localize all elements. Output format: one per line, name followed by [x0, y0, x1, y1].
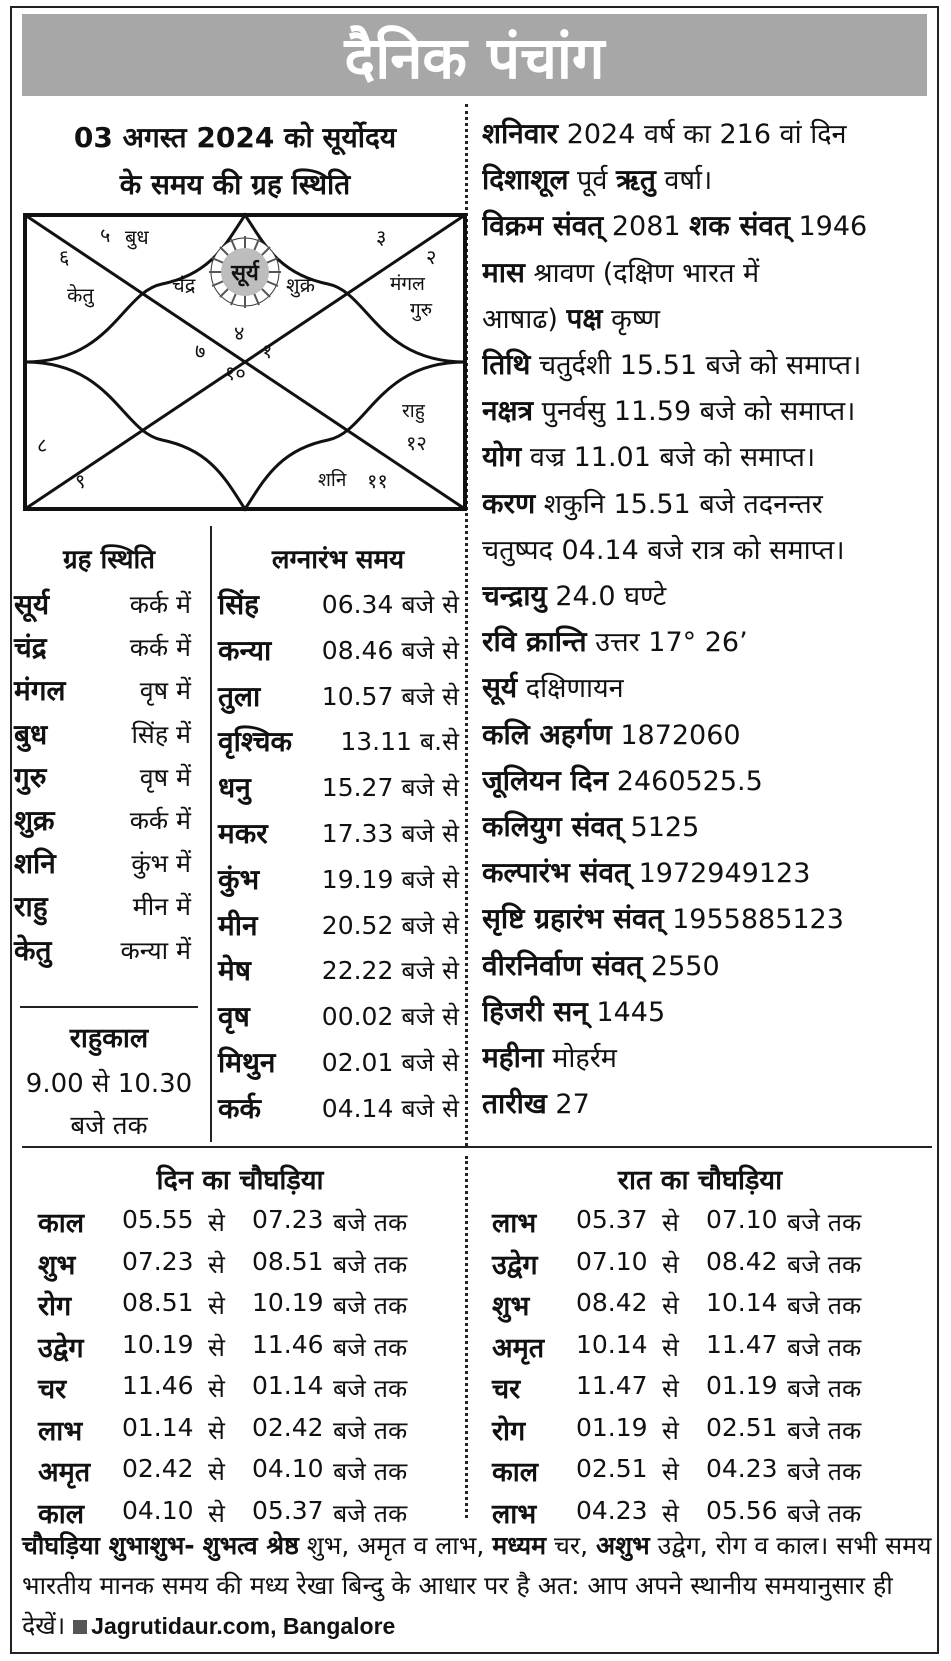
choghadiya-sep: से: [662, 1208, 679, 1237]
panchang-key: जूलियन दिन: [482, 763, 609, 797]
panchang-value: 1946: [789, 211, 868, 243]
choghadiya-to: 08.51: [252, 1246, 324, 1276]
panchang-key: तिथि: [482, 348, 531, 381]
panchang-key: महीना: [482, 1041, 544, 1074]
panchang-line: [482, 853, 937, 891]
choghadiya-name: लाभ: [492, 1208, 537, 1239]
chart-heading-2: के समय की ग्रह स्थिति: [119, 168, 351, 201]
choghadiya-suffix: बजे तक: [787, 1498, 862, 1528]
choghadiya-to: 07.23: [252, 1205, 324, 1234]
choghadiya-name: लाभ: [492, 1498, 537, 1530]
panchang-value: वर्षा।: [655, 165, 713, 197]
raat-choghadiya-title: रात का चौघड़िया: [617, 1165, 783, 1196]
choghadiya-sep: से: [662, 1291, 679, 1320]
grah-name: शुक्र: [14, 804, 55, 837]
grah-name: चंद्र: [14, 631, 47, 665]
choghadiya-from: 08.42: [576, 1288, 648, 1317]
choghadiya-sep: से: [208, 1291, 225, 1320]
choghadiya-name: अमृत: [492, 1332, 545, 1364]
panchang-value: 2024 वर्ष का 216 वां दिन: [558, 119, 847, 150]
choghadiya-from: 04.10: [122, 1495, 194, 1525]
choghadiya-from: 11.47: [576, 1371, 648, 1400]
lagna-time: 19.19 बजे से: [321, 864, 459, 894]
lagna-time: 06.34 बजे से: [321, 590, 459, 619]
grah-position: मीन में: [132, 892, 191, 922]
choghadiya-name: शुभ: [492, 1291, 530, 1322]
choghadiya-to: 04.10: [252, 1454, 324, 1483]
panchang-key: कलि अहर्गण: [482, 717, 612, 751]
choghadiya-from: 10.19: [122, 1329, 194, 1359]
grah-position: वृष में: [139, 676, 191, 706]
panchang-value: 2081: [603, 211, 690, 243]
choghadiya-from: 08.51: [122, 1288, 194, 1317]
choghadiya-sep: से: [662, 1332, 679, 1362]
panchang-value: आषाढ): [482, 303, 567, 335]
choghadiya-suffix: बजे तक: [333, 1374, 408, 1403]
choghadiya-name: रोग: [38, 1291, 72, 1322]
lagna-name: कन्या: [218, 633, 272, 667]
choghadiya-sep: से: [662, 1457, 679, 1486]
lagna-name: मीन: [218, 908, 258, 942]
footer-label: चौघड़िया शुभाशुभ-: [22, 1531, 195, 1560]
choghadiya-to: 10.14: [706, 1288, 778, 1317]
planet-shukra: शुक्र: [286, 273, 315, 297]
grah-name: राहु: [14, 890, 48, 924]
choghadiya-from: 10.14: [576, 1329, 648, 1359]
choghadiya-suffix: बजे तक: [333, 1415, 408, 1445]
lagna-time: 13.11 ब.से: [340, 727, 459, 757]
panchang-value: पूर्व: [568, 165, 616, 197]
lagna-time: 15.27 बजे से: [321, 773, 459, 803]
house-5: ५: [100, 223, 111, 247]
panchang-line: [482, 114, 937, 152]
choghadiya-suffix: बजे तक: [333, 1498, 408, 1528]
planet-chandra: चंद्र: [172, 273, 196, 297]
panchang-key: कलियुग संवत्: [482, 810, 622, 843]
choghadiya-sep: से: [208, 1249, 225, 1279]
grah-name: बुध: [14, 717, 48, 751]
choghadiya-sep: से: [208, 1498, 225, 1528]
panchang-value: चतुर्दशी 15.51 बजे को समाप्त।: [530, 350, 862, 381]
choghadiya-sep: से: [208, 1415, 225, 1445]
sun-label: सूर्य: [231, 261, 259, 286]
footer-k2: मध्यम: [492, 1531, 547, 1560]
panchang-line: [482, 807, 937, 845]
house-2: २: [426, 245, 437, 269]
kundli-chart: [22, 212, 468, 512]
choghadiya-name: लाभ: [38, 1415, 83, 1447]
grah-sthiti-title: ग्रह स्थिति: [62, 545, 156, 575]
house-7: ७: [195, 339, 206, 363]
lagna-time: 08.46 बजे से: [321, 635, 459, 665]
choghadiya-to: 02.42: [252, 1412, 324, 1442]
panchang-value: वज्र 11.01 बजे को समाप्त।: [521, 442, 816, 474]
panchang-value: 1955885123: [663, 904, 844, 936]
lagna-name: सिंह: [218, 588, 260, 621]
lagna-name: कुंभ: [218, 862, 260, 896]
panchang-line: [482, 484, 937, 522]
rahukaal-rule: [20, 1006, 198, 1008]
choghadiya-from: 05.55: [122, 1205, 194, 1234]
grah-position: सिंह में: [131, 719, 191, 749]
grah-name: केतु: [14, 933, 52, 967]
choghadiya-name: अमृत: [38, 1457, 91, 1488]
panchang-value: 1872060: [611, 719, 741, 751]
lagna-name: वृश्चिक: [218, 725, 293, 759]
choghadiya-name: काल: [492, 1457, 539, 1488]
choghadiya-sep: से: [208, 1208, 225, 1237]
rahukaal-time: 9.00 से 10.30: [25, 1069, 193, 1099]
choghadiya-to: 08.42: [706, 1246, 778, 1276]
house-4: ४: [234, 321, 245, 345]
panchang-line: [482, 345, 937, 383]
choghadiya-sep: से: [208, 1457, 225, 1486]
panchang-key: योग: [482, 440, 522, 474]
choghadiya-from: 02.51: [576, 1454, 648, 1483]
rahukaal-title: राहुकाल: [69, 1023, 149, 1054]
choghadiya-to: 02.51: [706, 1412, 778, 1442]
choghadiya-to: 05.56: [706, 1495, 778, 1525]
panchang-key: दिशाशूल: [482, 163, 569, 197]
panchang-key: नक्षत्र: [482, 394, 534, 428]
planet-shani: शनि: [318, 469, 347, 491]
choghadiya-name: रोग: [492, 1415, 526, 1447]
choghadiya-from: 05.37: [576, 1205, 648, 1234]
divider-bottom: [465, 1156, 468, 1518]
footer-v1: शुभ, अमृत व लाभ,: [298, 1531, 493, 1560]
house-3: ३: [376, 225, 387, 249]
panchang-key: हिजरी सन्: [482, 994, 588, 1028]
panchang-value: दक्षिणायन: [517, 673, 624, 705]
panchang-line: [482, 253, 937, 291]
choghadiya-name: उद्वेग: [38, 1332, 84, 1364]
choghadiya-sep: से: [662, 1415, 679, 1445]
choghadiya-to: 05.37: [252, 1495, 324, 1525]
panchang-value: 24.0 घण्टे: [546, 581, 667, 612]
choghadiya-suffix: बजे तक: [787, 1249, 862, 1279]
choghadiya-rule: [22, 1146, 932, 1148]
choghadiya-from: 04.23: [576, 1495, 648, 1525]
grah-position: कन्या में: [120, 935, 191, 965]
panchang-key: वीरनिर्वाण संवत्: [482, 948, 643, 982]
choghadiya-suffix: बजे तक: [333, 1208, 408, 1237]
choghadiya-name: शुभ: [38, 1249, 76, 1281]
panchang-key: सृष्टि ग्रहारंभ संवत्: [482, 902, 664, 936]
choghadiya-sep: से: [662, 1498, 679, 1528]
grah-position: वृष में: [139, 762, 191, 792]
panchang-key: करण: [482, 486, 536, 520]
footer-v2: चर,: [546, 1531, 597, 1560]
choghadiya-name: काल: [38, 1208, 85, 1239]
panchang-key: पक्ष: [566, 301, 603, 335]
choghadiya-from: 01.19: [576, 1412, 648, 1442]
panchang-line: [482, 899, 937, 937]
square-icon: [73, 1620, 87, 1634]
house-12: १२: [406, 431, 427, 455]
grah-position: कर्क में: [129, 590, 191, 619]
lagna-title: लग्नारंभ समय: [271, 545, 405, 575]
house-9: ९: [75, 469, 86, 493]
panchang-value: 27: [546, 1089, 590, 1121]
lagna-name: मिथुन: [218, 1046, 276, 1079]
lagna-name: मकर: [218, 817, 268, 850]
lagna-name: तुला: [218, 679, 261, 713]
panchang-value: पुनर्वसु 11.59 बजे को समाप्त।: [533, 396, 856, 428]
panchang-key: चन्द्रायु: [482, 579, 547, 612]
grah-position: कर्क में: [129, 633, 191, 663]
house-11: ११: [367, 469, 388, 493]
panchang-key: तारीख: [482, 1087, 547, 1121]
panchang-line: [482, 992, 937, 1030]
choghadiya-suffix: बजे तक: [787, 1457, 862, 1486]
choghadiya-suffix: बजे तक: [333, 1332, 408, 1362]
panchang-value: मोहर्रम: [543, 1043, 617, 1074]
panchang-key: शनिवार: [482, 117, 559, 150]
planet-ketu: केतु: [67, 283, 94, 307]
lagna-time: 00.02 बजे से: [321, 1002, 459, 1032]
house-6: ६: [59, 245, 70, 269]
choghadiya-suffix: बजे तक: [787, 1374, 862, 1403]
planet-budh: बुध: [125, 225, 149, 249]
lagna-time: 02.01 बजे से: [321, 1048, 459, 1077]
choghadiya-to: 01.14: [252, 1371, 324, 1400]
page-title: दैनिक पंचांग: [22, 14, 927, 96]
lagna-time: 04.14 बजे से: [321, 1093, 459, 1123]
house-10: १०: [225, 361, 246, 385]
grah-name: शनि: [14, 847, 56, 881]
rahukaal-suffix: बजे तक: [70, 1111, 148, 1141]
din-choghadiya-title: दिन का चौघड़िया: [156, 1165, 324, 1196]
planet-guru: गुरु: [410, 299, 433, 321]
footer-k3: अशुभ: [596, 1531, 650, 1560]
choghadiya-sep: से: [208, 1332, 225, 1362]
panchang-key: ऋतु: [615, 163, 656, 197]
divider-grah-lagna: [210, 526, 212, 1142]
panchang-value: 1972949123: [630, 858, 811, 890]
panchang-value: श्रावण (दक्षिण भारत में: [524, 257, 760, 289]
choghadiya-suffix: बजे तक: [333, 1457, 408, 1486]
panchang-key: सूर्य: [482, 671, 518, 705]
choghadiya-suffix: बजे तक: [787, 1291, 862, 1320]
choghadiya-to: 11.46: [252, 1329, 324, 1359]
choghadiya-name: चर: [38, 1374, 67, 1405]
panchang-value: 5125: [621, 812, 700, 843]
grah-position: कर्क में: [129, 806, 191, 835]
grah-name: सूर्य: [14, 588, 50, 621]
choghadiya-suffix: बजे तक: [787, 1415, 862, 1445]
brand-credit: Jagrutidaur.com, Bangalore: [91, 1613, 396, 1639]
panchang-value: 1445: [587, 996, 666, 1028]
panchang-line: [482, 1084, 937, 1122]
choghadiya-name: काल: [38, 1498, 85, 1530]
lagna-name: वृष: [218, 1000, 250, 1034]
panchang-line: [482, 576, 937, 614]
panchang-key: रवि क्रान्ति: [482, 625, 587, 659]
lagna-time: 10.57 बजे से: [321, 681, 459, 711]
choghadiya-suffix: बजे तक: [333, 1249, 408, 1279]
panchang-line: [482, 391, 937, 429]
lagna-name: कर्क: [218, 1091, 262, 1125]
panchang-value: उत्तर 17° 26’: [586, 627, 748, 659]
lagna-time: 20.52 बजे से: [321, 910, 459, 940]
grah-name: गुरु: [14, 760, 47, 794]
lagna-name: धनु: [218, 771, 251, 805]
panchang-line: [482, 1038, 937, 1076]
panchang-line: [482, 206, 937, 244]
house-1: १: [262, 339, 273, 363]
panchang-line: [482, 761, 937, 799]
grah-name: मंगल: [14, 674, 66, 708]
choghadiya-name: उद्वेग: [492, 1249, 538, 1281]
choghadiya-from: 07.23: [122, 1246, 194, 1276]
panchang-key: विक्रम संवत्: [482, 209, 604, 243]
choghadiya-to: 01.19: [706, 1371, 778, 1400]
panchang-key: कल्पारंभ संवत्: [482, 856, 631, 890]
footer-v3: उद्वेग, रोग व काल। सभी समय भारतीय मानक समय की मध्य रेखा बिन्दु के आधार पर है अत: आप अपने स्थानीय समयानुसार ही देखें।: [22, 1531, 932, 1640]
choghadiya-from: 01.14: [122, 1412, 194, 1442]
choghadiya-sep: से: [662, 1249, 679, 1279]
panchang-value: शकुनि 15.51 बजे तदनन्तर: [535, 488, 823, 520]
panchang-line: [482, 946, 937, 984]
choghadiya-to: 11.47: [706, 1329, 778, 1359]
choghadiya-from: 02.42: [122, 1454, 194, 1483]
lagna-time: 17.33 बजे से: [321, 819, 459, 848]
panchang-line: [482, 668, 937, 706]
choghadiya-sep: से: [662, 1374, 679, 1403]
choghadiya-sep: से: [208, 1374, 225, 1403]
choghadiya-from: 07.10: [576, 1246, 648, 1276]
panchang-line: [482, 160, 937, 198]
planet-mangal: मंगल: [390, 273, 425, 295]
planet-rahu: राहु: [402, 400, 425, 422]
panchang-key: मास: [482, 255, 525, 289]
choghadiya-from: 11.46: [122, 1371, 194, 1400]
choghadiya-suffix: बजे तक: [787, 1208, 862, 1237]
chart-heading-1: 03 अगस्त 2024 को सूर्योदय: [73, 121, 397, 154]
panchang-line: [482, 437, 937, 475]
panchang-line: [482, 299, 937, 337]
lagna-time: 22.22 बजे से: [321, 956, 459, 986]
panchang-line: [482, 622, 937, 660]
choghadiya-to: 07.10: [706, 1205, 778, 1234]
footer-note: [22, 1526, 932, 1646]
panchang-line: [482, 715, 937, 753]
panchang-value: 2460525.5: [608, 765, 763, 797]
choghadiya-suffix: बजे तक: [787, 1332, 862, 1362]
footer-k1: शुभत्व श्रेष्ठ: [202, 1531, 299, 1560]
panchang-value: चतुष्पद 04.14 बजे रात्र को समाप्त।: [482, 534, 845, 566]
panchang-key: शक संवत्: [689, 209, 790, 243]
choghadiya-suffix: बजे तक: [333, 1291, 408, 1320]
choghadiya-to: 04.23: [706, 1454, 778, 1483]
grah-position: कुंभ में: [131, 849, 191, 879]
panchang-line: [482, 530, 937, 567]
house-8: ८: [37, 433, 48, 457]
panchang-value: कृष्ण: [602, 303, 661, 335]
panchang-value: 2550: [642, 950, 720, 982]
choghadiya-to: 10.19: [252, 1288, 324, 1317]
lagna-name: मेष: [218, 954, 251, 988]
choghadiya-name: चर: [492, 1374, 521, 1405]
